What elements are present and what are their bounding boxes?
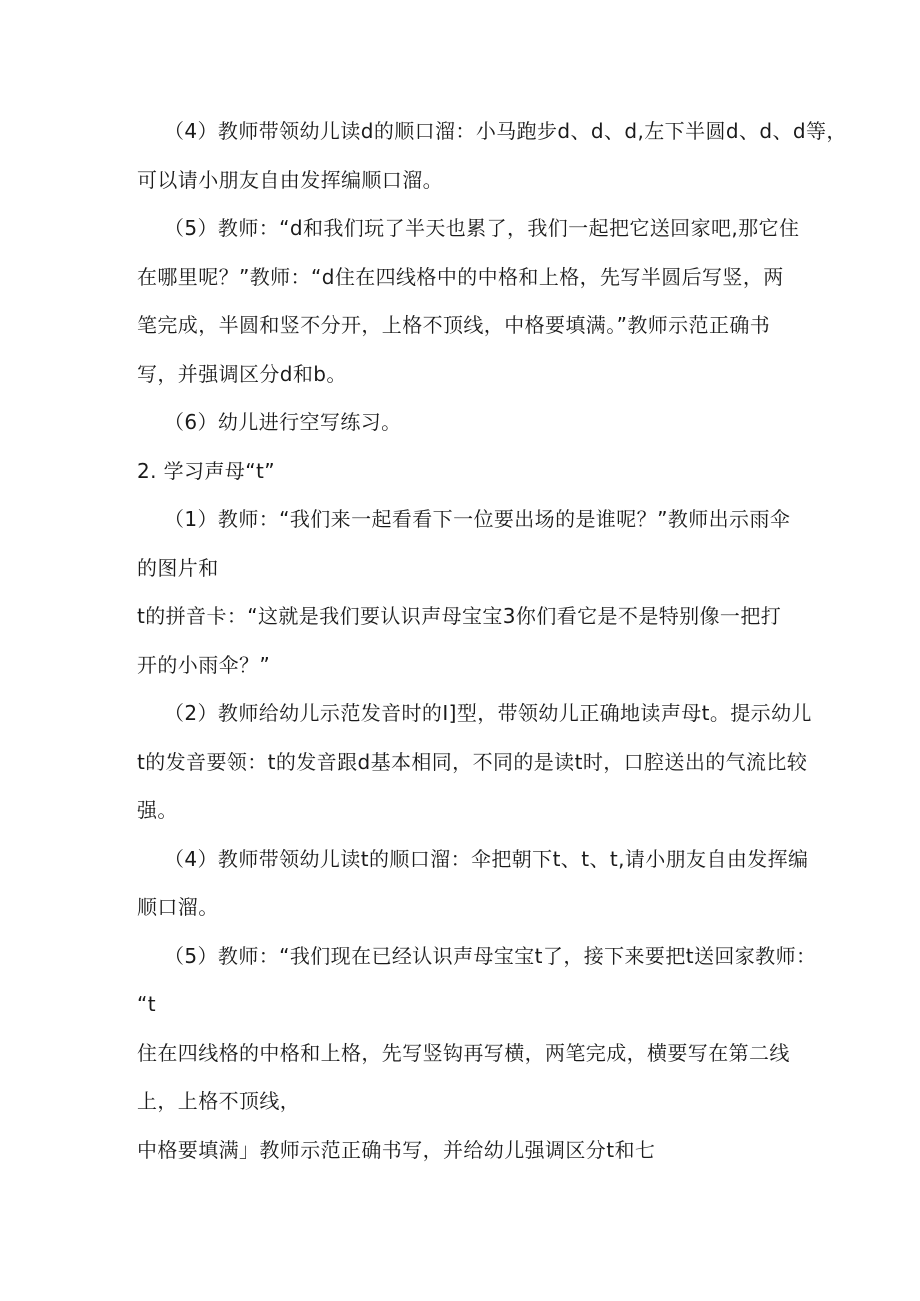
paragraph-line: 强。 [137,798,178,822]
paragraph-line: （5）教师：“我们现在已经认识声母宝宝t了，接下来要把t送回家教师： [164,944,817,968]
paragraph-line: 上，上格不顶线， [137,1089,301,1113]
paragraph-line: 写，并强调区分d和b。 [137,362,347,386]
paragraph-line: （6）幼儿进行空写练习。 [164,410,402,434]
paragraph-line: 开的小雨伞？” [137,653,271,677]
paragraph-line: （2）教师给幼儿示范发音时的I]型，带领幼儿正确地读声母t。提示幼儿 [164,701,812,725]
paragraph-line: 顺口溜。 [137,895,219,919]
paragraph-line: （4）教师带领幼儿读t的顺口溜：伞把朝下t、t、t,请小朋友自由发挥编 [164,847,809,871]
paragraph-line: 的图片和 [137,556,219,580]
paragraph-line: t的发音要领：t的发音跟d基本相同，不同的是读t时，口腔送出的气流比较 [137,750,808,774]
paragraph-line: “t [137,992,157,1016]
paragraph-line: 中格要填满」教师示范正确书写，并给幼儿强调区分t和七 [137,1138,656,1162]
paragraph-line: （4）教师带领幼儿读d的顺口溜：小马跑步d、d、d,左下半圆d、d、d等， [164,119,847,143]
paragraph-line: t的拼音卡：“这就是我们要认识声母宝宝3你们看它是不是特别像一把打 [137,604,782,628]
paragraph-line: （5）教师：“d和我们玩了半天也累了，我们一起把它送回家吧,那它住 [164,216,800,240]
paragraph-line: （1）教师：“我们来一起看看下一位要出场的是谁呢？”教师出示雨伞 [164,507,791,531]
section-heading: 2. 学习声母“t” [137,459,276,483]
paragraph-line: 可以请小朋友自由发挥编顺口溜。 [137,168,443,192]
paragraph-line: 在哪里呢？”教师：“d住在四线格中的中格和上格，先写半圆后写竖，两 [137,265,784,289]
paragraph-line: 住在四线格的中格和上格，先写竖钩再写横，两笔完成，横要写在第二线 [137,1041,790,1065]
paragraph-line: 笔完成，半圆和竖不分开，上格不顶线，中格要填满。”教师示范正确书 [137,313,771,337]
